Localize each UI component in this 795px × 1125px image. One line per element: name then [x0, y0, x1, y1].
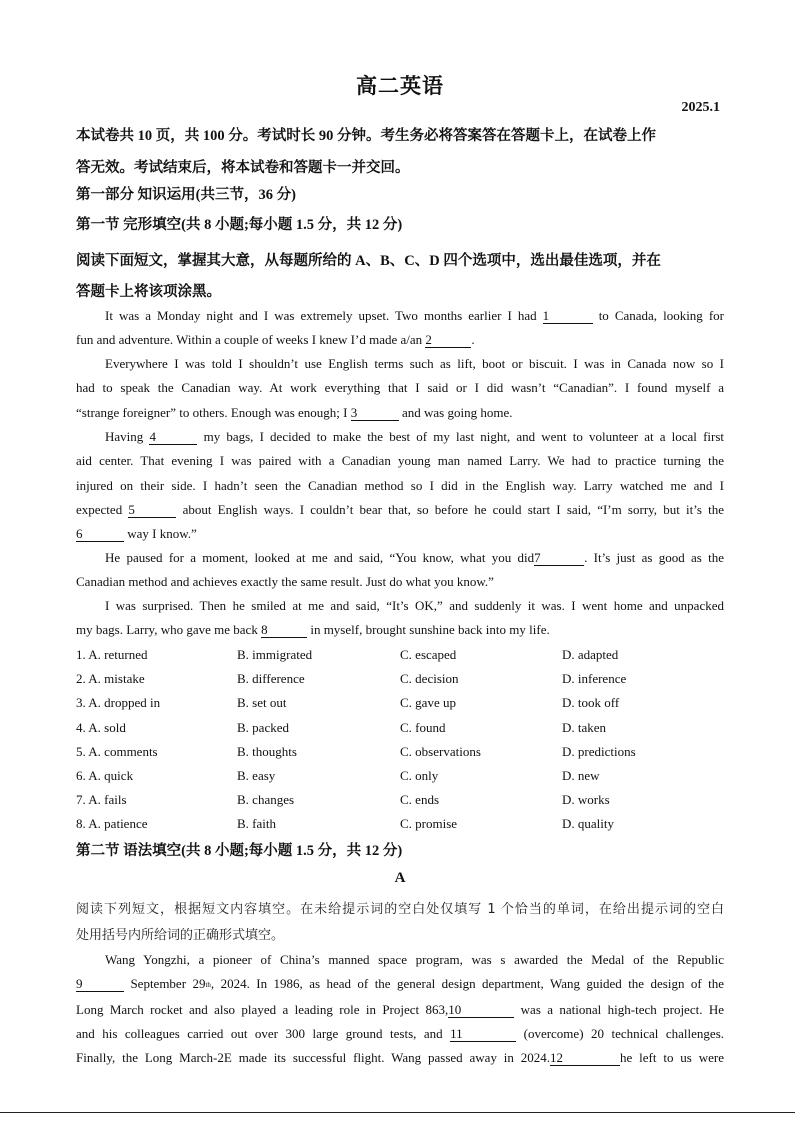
blank-10: 10: [448, 1002, 514, 1018]
blank-2: 2: [425, 332, 471, 348]
option-row: 6. A. quick B. easy C. only D. new: [76, 767, 600, 783]
exam-title: 高二英语: [356, 74, 444, 98]
blank-3: 3: [351, 405, 399, 421]
instructions-line-1: 本试卷共 10 页，共 100 分。考试时长 90 分钟。考生务必将答案答在答题卡上，在试卷上作: [76, 128, 656, 144]
option-row: 5. A. comments B. thoughts C. observations D. predictions: [76, 743, 636, 759]
cloze-paragraph-2: Everywhere I was told I shouldn’t use English terms such as lift, boot or biscuit. I was in Canada now so I had to speak the Canadian way. At work everything that I said or I did wasn’t “Canadian”. I found myself a “strange foreigner” to others. Enough was enough; I 3 and was going home.: [76, 356, 724, 420]
page-bottom-divider: [0, 1112, 795, 1113]
section1-directions-line-1: 阅读下面短文，掌握其大意，从每题所给的 A、B、C、D 四个选项中，选出最佳选项，并在: [76, 253, 661, 269]
exam-date: 2025.1: [681, 100, 720, 115]
blank-7: 7: [534, 550, 584, 566]
cloze-paragraph-4: He paused for a moment, looked at me and said, “You know, what you did7 . It’s just as good as the Canadian method and achieves exactly the same result. Just do what you know.”: [76, 550, 724, 590]
section1-directions-line-2: 答题卡上将该项涂黑。: [76, 284, 221, 300]
options-list: [76, 644, 724, 838]
option-row: 3. A. dropped in B. set out C. gave up D. took off: [76, 695, 620, 711]
cloze-paragraph-1: It was a Monday night and I was extremely upset. Two months earlier I had 1 to Canada, looking for fun and adventure. Within a couple of weeks I knew I’d made a/an 2 .: [76, 308, 724, 348]
section2-directions: 阅读下列短文，根据短文内容填空。在未给提示词的空白处仅填写 1 个恰当的单词，在给出提示词的空白 处用括号内所给词的正确形式填空。: [76, 902, 724, 943]
blank-11: 11: [450, 1026, 516, 1042]
cloze-paragraph-5: I was surprised. Then he smiled at me and said, “It’s OK,” and suddenly it was. I went home and unpacked my bags. Larry, who gave me back 8 in myself, brought sunshine back into my life.: [76, 598, 724, 638]
part1-heading: 第一部分 知识运用(共三节，36 分): [76, 187, 296, 203]
option-row: 4. A. sold B. packed C. found D. taken: [76, 719, 607, 735]
part-label-a: A: [394, 870, 406, 886]
blank-9: 9: [76, 976, 124, 992]
grammar-passage: Wang Yongzhi, a pioneer of China’s manned space program, was s awarded the Medal of the Republic 9 September 29th, 2024. In 1986, as head of the general design department, Wang guided the design of the Long March rocket and also played a leading role in Project 863,10 was a national high-tech project. He and his colleagues carried out over 300 large ground tests, and 11 (overcome) 20 technical challenges. Finally, the Long March-2E made its successful flight. Wang passed away in 2024.12 he left to us were: [76, 952, 725, 1066]
cloze-paragraph-3: Having 4 my bags, I decided to make the best of my last night, and went to volunteer at a local first aid center. That evening I was paired with a Canadian young man named Larry. We had to practice turning the injured on their side. I hadn’t seen the Canadian method so I did in the English way. Larry watched me and I expected 5 about English ways. I couldn’t bear that, so before he could start I said, “I’m sorry, but it’s the 6 way I know.”: [76, 429, 725, 542]
section1-heading: 第一节 完形填空(共 8 小题;每小题 1.5 分，共 12 分): [76, 217, 403, 233]
blank-5: 5: [128, 502, 176, 518]
instructions-line-2: 答无效。考试结束后，将本试卷和答题卡一并交回。: [76, 160, 410, 176]
blank-12: 12: [550, 1050, 620, 1066]
option-row: 1. A. returned B. immigrated C. escaped D. adapted: [76, 647, 619, 662]
blank-1: 1: [543, 308, 593, 324]
blank-8: 8: [261, 622, 307, 638]
option-row: 7. A. fails B. changes C. ends D. works: [76, 792, 610, 808]
blank-4: 4: [149, 429, 197, 445]
option-row: 2. A. mistake B. difference C. decision D. inference: [76, 671, 627, 687]
option-row: 8. A. patience B. faith C. promise D. quality: [76, 816, 614, 832]
section2-heading: 第二节 语法填空(共 8 小题;每小题 1.5 分，共 12 分): [76, 843, 403, 859]
blank-6: 6: [76, 526, 124, 542]
